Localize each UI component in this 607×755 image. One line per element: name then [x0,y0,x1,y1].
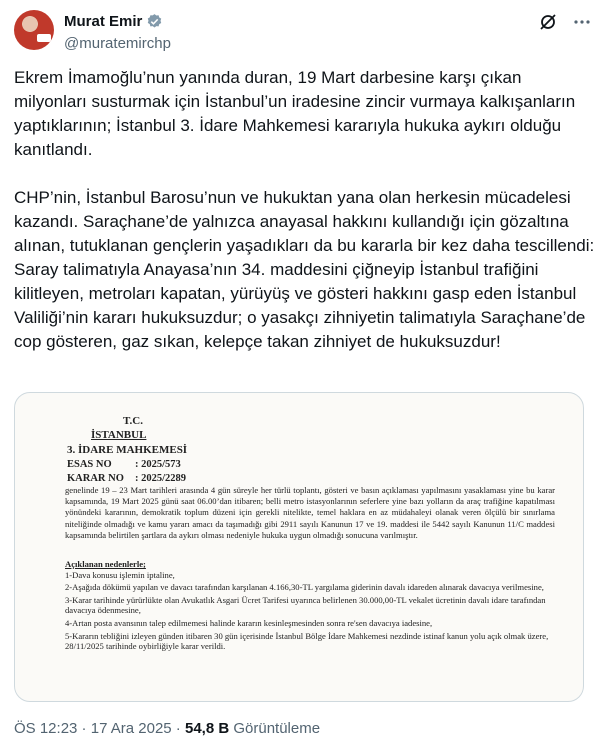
doc-court: 3. İDARE MAHKEMESİ [67,444,188,456]
author-handle[interactable]: @muratemirchp [64,35,171,52]
author-name-row[interactable] [64,13,163,30]
tweet-text [14,66,596,378]
doc-karar-label: KARAR NO [67,473,124,484]
meta-separator-2: · [171,720,185,737]
doc-esas-label: ESAS NO [67,459,112,470]
doc-reason-3: 3-Karar tarihinde yürürlükte olan Avukatlık Asgari Ücret Tarifesi uyarınca belirlenen 30.000,00-TL vekalet ücretinin davalı idare tarafından davacıya ödenmesine, [65,594,546,616]
author-name[interactable]: Murat Emir [64,13,143,30]
doc-tc: T.C. [123,415,143,427]
more-options-icon[interactable] [572,12,592,32]
tweet-time[interactable]: ÖS 12:23 [14,720,78,737]
doc-reason-2: 2-Aşağıda dökümü yapılan ve davacı tarafından karşılanan 4.166,30-TL yargılama giderinin davalı idareden alınarak davacıya verilmesine, [65,582,544,593]
avatar[interactable] [14,10,54,50]
view-label: Görüntüleme [233,720,321,737]
doc-city: İSTANBUL [91,429,147,441]
tweet-paragraph-2: CHP’nin, İstanbul Barosu’nun ve hukuktan yana olan herkesin mücadelesi kazandı. Saraçhane’de yalnızca anayasal hakkını kullandığı için gözaltına alınan, tutuklanan gençlerin yaşadıkları da bu kararla bir kez daha tescillendi: Saray talimatıyla Anayasa’nın 34. maddesini çiğneyip İstanbul trafiğini kilitleyen, metroları kapatan, yürüyüş ve gösteri hakkını gasp eden İstanbul Valiliği’nin kararı hukuksuzdur; o yasakçı zihniyetin talimatıyla Saraçhane’de cop gösteren, gaz sıkan, kelepçe takan zihniyet de hukuksuzdur! [14,188,595,351]
doc-reason-5: 5-Kararın tebliğini izleyen günden itibaren 30 gün içerisinde İstanbul Bölge İdare Mahkemesi nezdinde istinaf kanun yolu açık olmak üzere, 28/11/2025 tarihinde oybirliğiyle karar verildi. [65,630,549,652]
doc-karar-value: : 2025/2289 [135,473,187,484]
doc-reason-4: 4-Artan posta avansının talep edilmemesi halinde kararın kesinleşmesinden sonra re'sen davacıya iadesine, [65,617,433,628]
doc-karar-row [67,473,187,484]
view-count: 54,8 B [184,720,230,737]
court-document [15,393,583,701]
doc-body: genelinde 19 – 23 Mart tarihleri arasında 4 gün süreyle her türlü toplantı, gösteri ve basın açıklaması yapılmasını yasaklaması yine bu karar kapsamında, 19 Mart 2025 günü saat 06.00’dan itibaren; belli metro istasyonlarının seferlere yine bazı yolların da araç trafiğine kapatılması yönündeki kararının, demokratik toplum düzeni için gerekli nitelikte, temel haklara en az müdahaleyi olanak veren ölçülü bir sınırlama niteliğinde olmadığı ve kamu yararı amacı da taşımadığı gibi 2911 sayılı Kanunun 17 ve 19. maddesi ile 5442 sayılı Kanunun 11/C maddesi kapsamında belirtilen şartlara da aykırı olması nedeniyle hukuka uygun olmadığı sonucuna varılmıştır. [65,485,555,540]
doc-reasons-heading: Açıklanan nedenlerle; [65,559,146,569]
party-logo-icon [37,34,51,42]
attached-image[interactable] [14,392,584,702]
grok-icon[interactable] [538,12,558,32]
doc-reason-1: 1-Dava konusu işlemin iptaline, [65,569,175,580]
tweet-paragraph-1: Ekrem İmamoğlu’nun yanında duran, 19 Mart darbesine karşı çıkan milyonları susturmak için İstanbul’un iradesine zincir vurmaya kalkışanların yaptıklarının; İstanbul 3. İdare Mahkemesi kararıyla hukuka aykırı olduğu kanıtlandı. [14,68,576,159]
header-actions [538,12,592,32]
doc-reasons [65,559,555,652]
doc-esas-value: : 2025/573 [135,459,181,470]
doc-esas-row [67,459,181,470]
tweet-meta [14,720,320,737]
tweet-date[interactable]: 17 Ara 2025 [90,720,172,737]
verified-badge-icon [146,13,163,30]
meta-separator: · [77,720,91,737]
tweet-header [14,8,594,58]
